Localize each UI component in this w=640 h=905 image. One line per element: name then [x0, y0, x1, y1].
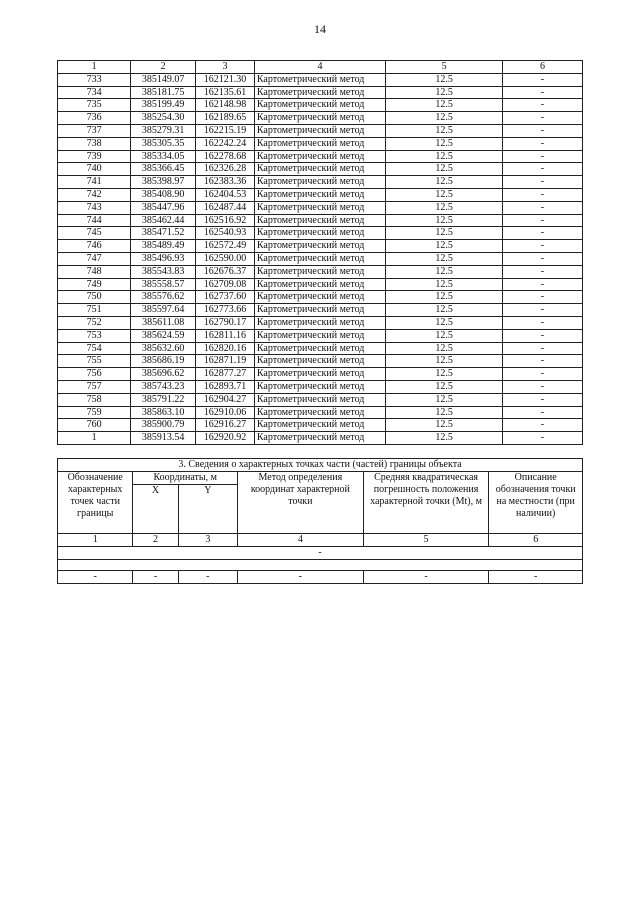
table-cell: 12.5 [386, 368, 503, 381]
column-header: 3 [196, 61, 255, 74]
table-row [58, 112, 583, 125]
table-row [58, 150, 583, 163]
table-cell: - [502, 380, 582, 393]
empty-row [58, 560, 583, 571]
table-cell: Картометрический метод [254, 419, 385, 432]
table-cell: 751 [58, 304, 131, 317]
table-cell: 12.5 [386, 86, 503, 99]
column-header: 4 [254, 61, 385, 74]
table-cell: 741 [58, 176, 131, 189]
table-row [58, 316, 583, 329]
table-row [58, 304, 583, 317]
table-row [58, 380, 583, 393]
table-cell: 12.5 [386, 304, 503, 317]
table-cell: - [502, 163, 582, 176]
section-title: 3. Сведения о характерных точках части (частей) границы объекта [58, 459, 583, 472]
table-cell: - [502, 278, 582, 291]
dash-cell: - [178, 571, 237, 584]
column-number: 4 [238, 534, 364, 547]
table-cell: 738 [58, 137, 131, 150]
table-row [58, 432, 583, 445]
table-cell: 162920.92 [196, 432, 255, 445]
table-cell: 162242.24 [196, 137, 255, 150]
table-row [58, 368, 583, 381]
table-row [58, 99, 583, 112]
table-cell: 162278.68 [196, 150, 255, 163]
table-cell: Картометрический метод [254, 432, 385, 445]
table-cell: 12.5 [386, 419, 503, 432]
merged-dash-row [58, 547, 583, 560]
table-cell: 162773.66 [196, 304, 255, 317]
table-row [58, 240, 583, 253]
table-cell: 385366.45 [131, 163, 196, 176]
table-cell: 757 [58, 380, 131, 393]
table-row [58, 163, 583, 176]
table-cell: Картометрический метод [254, 406, 385, 419]
table-cell: - [502, 112, 582, 125]
table-cell: 385611.08 [131, 316, 196, 329]
table-cell: 12.5 [386, 278, 503, 291]
table-cell: Картометрический метод [254, 252, 385, 265]
table-cell: 747 [58, 252, 131, 265]
table-cell: Картометрический метод [254, 316, 385, 329]
table-cell: 12.5 [386, 124, 503, 137]
table-cell: 12.5 [386, 432, 503, 445]
header-x: X [133, 485, 178, 534]
dash-cell: - [489, 571, 583, 584]
table-cell: 162709.08 [196, 278, 255, 291]
table-cell: Картометрический метод [254, 368, 385, 381]
table-row [58, 214, 583, 227]
table-cell: 385489.49 [131, 240, 196, 253]
table-cell: 12.5 [386, 393, 503, 406]
table-cell: - [502, 227, 582, 240]
table-cell: 742 [58, 188, 131, 201]
table-row [58, 329, 583, 342]
table-cell: 12.5 [386, 355, 503, 368]
table-cell: 12.5 [386, 201, 503, 214]
table-cell: 162572.49 [196, 240, 255, 253]
table-cell: 750 [58, 291, 131, 304]
table-cell: 162790.17 [196, 316, 255, 329]
table-cell: 753 [58, 329, 131, 342]
table-cell: 12.5 [386, 240, 503, 253]
column-number: 2 [133, 534, 178, 547]
table-cell: 385398.97 [131, 176, 196, 189]
table-cell: - [502, 291, 582, 304]
dash-cell: - [133, 571, 178, 584]
header-y: Y [178, 485, 237, 534]
table-cell: Картометрический метод [254, 86, 385, 99]
table-cell: 385471.52 [131, 227, 196, 240]
boundary-points-table [57, 60, 583, 445]
table-cell: - [502, 150, 582, 163]
table-cell: Картометрический метод [254, 188, 385, 201]
table-cell: - [502, 393, 582, 406]
table-cell: - [502, 432, 582, 445]
table-cell: 162904.27 [196, 393, 255, 406]
table-cell: 385913.54 [131, 432, 196, 445]
table-cell: 162820.16 [196, 342, 255, 355]
table-cell: 734 [58, 86, 131, 99]
header-error: Средняя квадратическая погрешность положения характерной точки (Mt), м [363, 472, 489, 534]
table-cell: 385743.23 [131, 380, 196, 393]
table-cell: 12.5 [386, 163, 503, 176]
table-cell: 162189.65 [196, 112, 255, 125]
table-cell: - [502, 214, 582, 227]
table-cell: 162877.27 [196, 368, 255, 381]
column-header: 6 [502, 61, 582, 74]
table-cell: - [502, 73, 582, 86]
table-cell: 162487.44 [196, 201, 255, 214]
table-cell: - [502, 329, 582, 342]
table-cell: - [502, 99, 582, 112]
table-cell: Картометрический метод [254, 240, 385, 253]
table-cell: Картометрический метод [254, 329, 385, 342]
table-cell: 385900.79 [131, 419, 196, 432]
table-cell: 385696.62 [131, 368, 196, 381]
table-row [58, 73, 583, 86]
table-cell: 752 [58, 316, 131, 329]
table-cell: - [502, 368, 582, 381]
table-cell: 12.5 [386, 329, 503, 342]
table-cell: Картометрический метод [254, 380, 385, 393]
table-cell: - [502, 419, 582, 432]
table-cell: - [502, 124, 582, 137]
table-cell: 744 [58, 214, 131, 227]
table-cell: 749 [58, 278, 131, 291]
table-row [58, 278, 583, 291]
page-number: 14 [314, 22, 326, 36]
table-cell: 385624.59 [131, 329, 196, 342]
table-cell: 162910.06 [196, 406, 255, 419]
table-cell: Картометрический метод [254, 176, 385, 189]
table-row [58, 124, 583, 137]
table-cell: 733 [58, 73, 131, 86]
table-cell: 739 [58, 150, 131, 163]
table-cell: 385334.05 [131, 150, 196, 163]
table-cell: 385199.49 [131, 99, 196, 112]
table-row [58, 419, 583, 432]
table-cell: 759 [58, 406, 131, 419]
table-row [58, 188, 583, 201]
table-cell: 12.5 [386, 227, 503, 240]
table-cell: 385597.64 [131, 304, 196, 317]
column-header: 2 [131, 61, 196, 74]
table-cell: 162148.98 [196, 99, 255, 112]
table-cell: 12.5 [386, 380, 503, 393]
header-method: Метод определения координат характерной точки [238, 472, 364, 534]
table-row [58, 265, 583, 278]
table-cell: 12.5 [386, 342, 503, 355]
table-cell: Картометрический метод [254, 291, 385, 304]
table-cell: 12.5 [386, 150, 503, 163]
table-cell: 162811.16 [196, 329, 255, 342]
table-cell: 735 [58, 99, 131, 112]
table-cell: Картометрический метод [254, 227, 385, 240]
column-number: 3 [178, 534, 237, 547]
table-cell: Картометрический метод [254, 112, 385, 125]
table-cell: 162916.27 [196, 419, 255, 432]
table-cell: 162871.19 [196, 355, 255, 368]
table-cell: - [502, 137, 582, 150]
table-cell: 385305.35 [131, 137, 196, 150]
column-header: 5 [386, 61, 503, 74]
table-cell: 385447.96 [131, 201, 196, 214]
table-cell: - [502, 201, 582, 214]
table-cell: 12.5 [386, 188, 503, 201]
table-cell: 743 [58, 201, 131, 214]
table-cell: 162737.60 [196, 291, 255, 304]
table-cell: 385686.19 [131, 355, 196, 368]
table-cell: Картометрический метод [254, 278, 385, 291]
part-boundary-points-table [57, 458, 583, 584]
dash-row [58, 571, 583, 584]
dash-cell: - [58, 571, 133, 584]
header-designation: Обозначение характерных точек части границы [58, 472, 133, 534]
table-cell: 162121.30 [196, 73, 255, 86]
table-cell: Картометрический метод [254, 342, 385, 355]
table-row [58, 201, 583, 214]
table-cell: Картометрический метод [254, 201, 385, 214]
merged-dash-cell: - [58, 547, 583, 560]
table-row [58, 86, 583, 99]
table-cell: - [502, 240, 582, 253]
table-cell: 12.5 [386, 99, 503, 112]
table-cell: Картометрический метод [254, 137, 385, 150]
table-cell: 385558.57 [131, 278, 196, 291]
table-cell: 385254.30 [131, 112, 196, 125]
table-cell: 736 [58, 112, 131, 125]
table-cell: 385181.75 [131, 86, 196, 99]
table-cell: 385462.44 [131, 214, 196, 227]
table-cell: 385576.62 [131, 291, 196, 304]
table-cell: 12.5 [386, 214, 503, 227]
table-cell: 385791.22 [131, 393, 196, 406]
table-cell: 162135.61 [196, 86, 255, 99]
table-cell: - [502, 188, 582, 201]
table-cell: Картометрический метод [254, 150, 385, 163]
table-cell: 162516.92 [196, 214, 255, 227]
table-row [58, 252, 583, 265]
dash-cell: - [238, 571, 364, 584]
table-cell: Картометрический метод [254, 304, 385, 317]
table-cell: 385279.31 [131, 124, 196, 137]
table-cell: 385496.93 [131, 252, 196, 265]
table-cell: Картометрический метод [254, 163, 385, 176]
table-cell: 385632.60 [131, 342, 196, 355]
table-cell: Картометрический метод [254, 124, 385, 137]
table-cell: - [502, 406, 582, 419]
table-cell: Картометрический метод [254, 99, 385, 112]
column-number: 1 [58, 534, 133, 547]
table-row [58, 176, 583, 189]
table-cell: 12.5 [386, 291, 503, 304]
table-cell: 748 [58, 265, 131, 278]
table-cell: 162215.19 [196, 124, 255, 137]
table-cell: 12.5 [386, 112, 503, 125]
table-cell: 12.5 [386, 252, 503, 265]
table-cell: 755 [58, 355, 131, 368]
table-cell: 1 [58, 432, 131, 445]
table-cell: 746 [58, 240, 131, 253]
header-description: Описание обозначения точки на местности (при наличии) [489, 472, 583, 534]
table-row [58, 291, 583, 304]
table-cell: 754 [58, 342, 131, 355]
table-cell: 385149.07 [131, 73, 196, 86]
table-cell: 12.5 [386, 137, 503, 150]
column-header: 1 [58, 61, 131, 74]
table-cell: 12.5 [386, 73, 503, 86]
table-cell: - [502, 342, 582, 355]
header-coordinates: Координаты, м [133, 472, 238, 485]
table-cell: 162383.36 [196, 176, 255, 189]
table-row [58, 137, 583, 150]
column-number: 5 [363, 534, 489, 547]
table-cell: 162893.71 [196, 380, 255, 393]
table-cell: 385863.10 [131, 406, 196, 419]
table-cell: 385543.83 [131, 265, 196, 278]
table-cell: 162404.53 [196, 188, 255, 201]
table-cell: Картометрический метод [254, 355, 385, 368]
table-cell: Картометрический метод [254, 393, 385, 406]
table-cell: 162540.93 [196, 227, 255, 240]
table-cell: 737 [58, 124, 131, 137]
table-row [58, 227, 583, 240]
table-cell: Картометрический метод [254, 73, 385, 86]
column-numbers-row [58, 534, 583, 547]
table-cell: Картометрический метод [254, 214, 385, 227]
table-cell: - [502, 86, 582, 99]
table-cell: 12.5 [386, 316, 503, 329]
table-row [58, 342, 583, 355]
table-cell: 12.5 [386, 176, 503, 189]
dash-cell: - [363, 571, 489, 584]
table-cell: - [502, 265, 582, 278]
table-cell: - [502, 355, 582, 368]
table-cell: 162326.28 [196, 163, 255, 176]
table-cell: - [502, 304, 582, 317]
table-cell: 12.5 [386, 265, 503, 278]
table-cell: 385408.90 [131, 188, 196, 201]
column-number: 6 [489, 534, 583, 547]
header-row [58, 61, 583, 74]
table-cell: 760 [58, 419, 131, 432]
table-cell: - [502, 252, 582, 265]
table-row [58, 406, 583, 419]
table-row [58, 355, 583, 368]
table-cell: 162676.37 [196, 265, 255, 278]
table-cell: 745 [58, 227, 131, 240]
table-cell: 740 [58, 163, 131, 176]
table-cell: Картометрический метод [254, 265, 385, 278]
empty-cell [58, 560, 583, 571]
table-row [58, 393, 583, 406]
table-cell: 758 [58, 393, 131, 406]
table-cell: 756 [58, 368, 131, 381]
table-cell: - [502, 176, 582, 189]
table-cell: 162590.00 [196, 252, 255, 265]
table-cell: - [502, 316, 582, 329]
table-cell: 12.5 [386, 406, 503, 419]
